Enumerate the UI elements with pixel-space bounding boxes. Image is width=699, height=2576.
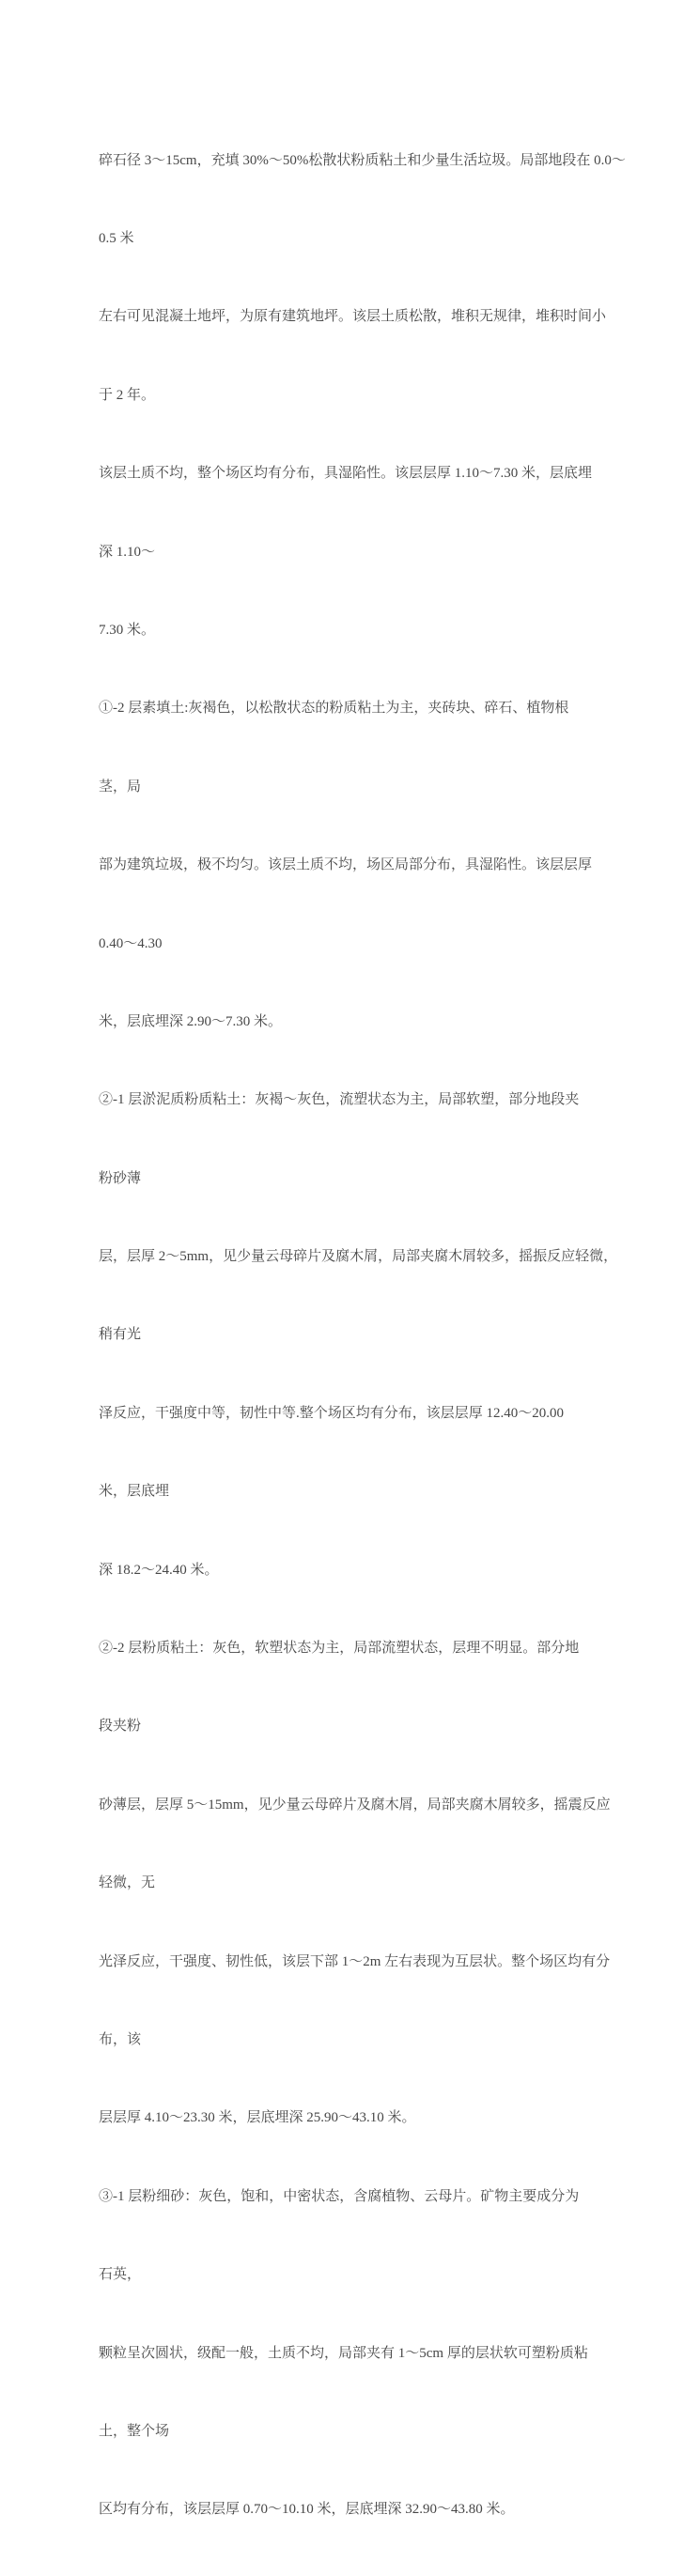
- text-line: 泽反应，干强度中等，韧性中等.整个场区均有分布，该层层厚 12.40～20.00: [99, 1405, 565, 1421]
- text-line: 层层厚 4.10～23.30 米，层底埋深 25.90～43.10 米。: [99, 2110, 416, 2126]
- text-line: 层，层厚 2～5mm，见少量云母碎片及腐木屑，局部夹腐木屑较多，摇振反应轻微，: [99, 1249, 618, 1265]
- text-line: 区均有分布，该层层厚 0.70～10.10 米，层底埋深 32.90～43.80 米。: [99, 2502, 515, 2518]
- text-line: 深 1.10～: [99, 544, 156, 560]
- text-line: 碎石径 3～15cm，充填 30%～50%松散状粉质粘土和少量生活垃圾。局部地段在 0.0～: [99, 152, 626, 168]
- text-line: 颗粒呈次圆状，级配一般，土质不均，局部夹有 1～5cm 厚的层状软可塑粉质粘: [99, 2345, 588, 2361]
- text-line: 段夹粉: [99, 1719, 142, 1735]
- text-line: ②-2 层粉质粘土：灰色，软塑状态为主，局部流塑状态，层理不明显。部分地: [99, 1641, 580, 1657]
- text-line: 光泽反应，干强度、韧性低，该层下部 1～2m 左右表现为互层状。整个场区均有分: [99, 1953, 611, 1969]
- text-line: ③-1 层粉细砂：灰色，饱和，中密状态，含腐植物、云母片。矿物主要成分为: [99, 2188, 580, 2204]
- text-line: 砂薄层，层厚 5～15mm，见少量云母碎片及腐木屑，局部夹腐木屑较多，摇震反应: [99, 1797, 611, 1812]
- text-line: 稍有光: [99, 1327, 142, 1343]
- text-line: ②-1 层淤泥质粉质粘土：灰褐～灰色，流塑状态为主，局部软塑，部分地段夹: [99, 1092, 580, 1108]
- text-line: 0.5 米: [99, 230, 134, 246]
- text-line: 左右可见混凝土地坪，为原有建筑地坪。该层土质松散，堆积无规律，堆积时间小: [99, 309, 607, 325]
- text-line: 深 18.2～24.40 米。: [99, 1562, 219, 1578]
- text-line: 0.40～4.30: [99, 935, 163, 951]
- text-line: 米，层底埋深 2.90～7.30 米。: [99, 1013, 283, 1029]
- text-line: 石英，: [99, 2267, 142, 2283]
- text-line: 米，层底埋: [99, 1484, 170, 1500]
- text-line: 粉砂薄: [99, 1170, 142, 1186]
- text-line: 该层土质不均，整个场区均有分布，具湿陷性。该层层厚 1.10～7.30 米，层底埋: [99, 466, 593, 482]
- text-line: 7.30 米。: [99, 622, 156, 638]
- text-line: 于 2 年。: [99, 387, 156, 403]
- document-text-body: [99, 96, 626, 2576]
- text-line: 部为建筑垃圾，极不均匀。该层土质不均，场区局部分布，具湿陷性。该层层厚: [99, 857, 593, 873]
- text-line: 茎，局: [99, 779, 142, 794]
- text-line: 轻微，无: [99, 1875, 156, 1891]
- text-line: 布，该: [99, 2031, 142, 2047]
- text-line: 土，整个场: [99, 2423, 170, 2439]
- text-line: ①-2 层素填土:灰褐色，以松散状态的粉质粘土为主，夹砖块、碎石、植物根: [99, 701, 569, 717]
